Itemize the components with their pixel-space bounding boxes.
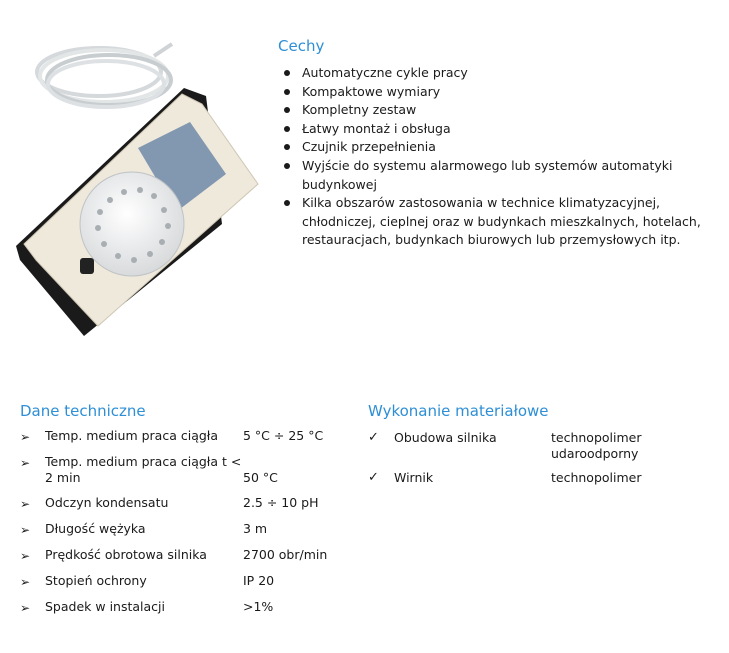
arrow-right-icon: ➢	[20, 456, 31, 470]
product-image	[14, 24, 264, 342]
tech-value: IP 20	[243, 573, 275, 588]
tube-coil	[37, 44, 172, 107]
features-list	[278, 64, 718, 250]
tech-label: Spadek w instalacji	[45, 599, 165, 614]
material-row	[368, 430, 718, 462]
feature-item: Kilka obszarów zastosowania w technice klimatyzacyjnej, chłodniczej, cieplnej oraz w budynkach mieszkalnych, hotelach, restauracjach, budynkach biurowych lub przemysłowych itp.	[278, 194, 718, 250]
tech-row	[20, 547, 360, 564]
features-title: Cechy	[278, 37, 325, 55]
tech-data-table	[20, 428, 360, 616]
tech-row	[20, 573, 360, 590]
material-label: Obudowa silnika	[394, 430, 497, 445]
tech-label: Prędkość obrotowa silnika	[45, 547, 207, 562]
tech-row	[20, 599, 360, 616]
arrow-right-icon: ➢	[20, 523, 31, 537]
arrow-right-icon: ➢	[20, 601, 31, 615]
tech-row	[20, 428, 360, 445]
tech-value: 2700 obr/min	[243, 547, 328, 562]
tech-value: >1%	[243, 599, 274, 614]
tech-row	[20, 521, 360, 538]
tech-label: Temp. medium praca ciągła	[45, 428, 218, 443]
material-value: technopolimer udaroodporny	[551, 430, 642, 461]
arrow-right-icon: ➢	[20, 497, 31, 511]
check-icon: ✓	[368, 430, 379, 445]
check-icon: ✓	[368, 470, 379, 485]
tech-data-title: Dane techniczne	[20, 402, 146, 420]
material-row	[368, 470, 718, 486]
material-label: Wirnik	[394, 470, 434, 485]
tech-label: Odczyn kondensatu	[45, 495, 169, 510]
materials-table	[368, 430, 718, 486]
tech-label: Długość wężyka	[45, 521, 146, 536]
feature-item: Kompletny zestaw	[278, 101, 718, 120]
tech-value: 3 m	[243, 521, 268, 536]
tech-row	[20, 454, 360, 486]
tech-value: 5 °C ÷ 25 °C	[243, 428, 324, 443]
arrow-right-icon: ➢	[20, 549, 31, 563]
tech-value: 50 °C	[243, 470, 278, 485]
material-value: technopolimer	[551, 470, 642, 485]
tech-label: Temp. medium praca ciągła t < 2 min	[45, 454, 242, 485]
feature-item: Łatwy montaż i obsługa	[278, 120, 718, 139]
feature-item: Kompaktowe wymiary	[278, 83, 718, 102]
tech-label: Stopień ochrony	[45, 573, 147, 588]
arrow-right-icon: ➢	[20, 575, 31, 589]
feature-item: Automatyczne cykle pracy	[278, 64, 718, 83]
arrow-right-icon: ➢	[20, 430, 31, 444]
tech-row	[20, 495, 360, 512]
feature-item: Wyjście do systemu alarmowego lub systemów automatyki budynkowej	[278, 157, 718, 194]
tech-value: 2.5 ÷ 10 pH	[243, 495, 319, 510]
feature-item: Czujnik przepełnienia	[278, 138, 718, 157]
pump-body	[16, 88, 258, 336]
materials-title: Wykonanie materiałowe	[368, 402, 549, 420]
